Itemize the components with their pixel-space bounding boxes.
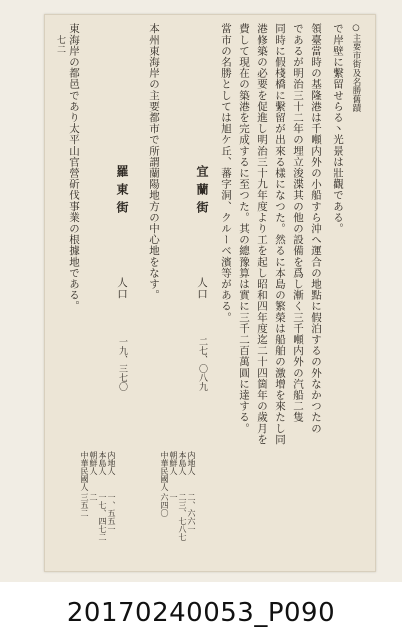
breakdown-label: 中華民國人 [80,451,89,491]
body-line: 港修築の必要を促進し明治三十九年度より工を起し昭和四年度迄二十四箇年の歲月を [256,23,268,445]
page-number: 七二 [55,35,65,55]
population-label: 人口 [196,277,208,300]
breakdown-label: 本島人 [98,451,107,475]
population-value: 一九、三七〇 [117,337,127,391]
running-header: ○主要市街及名勝舊蹟 [351,23,361,113]
body-line: 當市の名勝としては旭ケ丘、蕃字洞、クルーベ濱等がある。 [220,23,232,323]
breakdown-value: 二三、七八七 [178,493,187,541]
body-line: 同時に假棧橋に繫留が出來る樣になつた。然るに本島の繁榮は船舶の激增を來たし同 [274,23,286,445]
breakdown-value: 二 [89,493,98,501]
breakdown-label: 朝鮮人 [89,451,98,475]
breakdown-value: 三五二 [80,493,89,517]
book-page [44,14,376,572]
section-heading: 羅東街 [115,165,129,219]
body-line: 領臺當時の基隆港は千噸内外の小船すら沖へ運合の地點に假泊するの外なかつたの [310,23,322,434]
breakdown-value: 一、五五一 [107,493,116,533]
breakdown-label: 中華民國人 [160,451,169,491]
body-line: で岸壁に繫留せらる丶光景は壯觀である。 [332,23,344,234]
section-description: 東海岸の都邑であり太平山官營斫伐事業の根據地である。 [68,23,80,312]
breakdown-label: 本島人 [178,451,187,475]
breakdown-value: 一七、四七二 [98,493,107,541]
body-line: 費して現在の築港を完成するに至つた。其の總豫算は實に三千二百萬圓に達する。 [238,23,250,434]
breakdown-label: 内地人 [107,451,116,475]
section-heading: 宜蘭街 [195,165,209,219]
breakdown-value: 二、六六一 [187,493,196,533]
breakdown-label: 内地人 [187,451,196,475]
breakdown-value: 一 [169,493,178,501]
image-id-caption: 20170240053_P090 [0,586,402,640]
body-line: であるが明治三十二年の埋立浚渫其の他の設備を爲し漸く三千噸内外の汽船二隻 [292,23,304,423]
population-value: 二七、〇八九 [197,337,207,391]
breakdown-label: 朝鮮人 [169,451,178,475]
section-description: 本州東海岸の主要都市で所謂蘭陽地方の中心地をなす。 [148,23,160,301]
population-label: 人口 [116,277,128,300]
breakdown-value: 六四〇 [160,493,169,517]
